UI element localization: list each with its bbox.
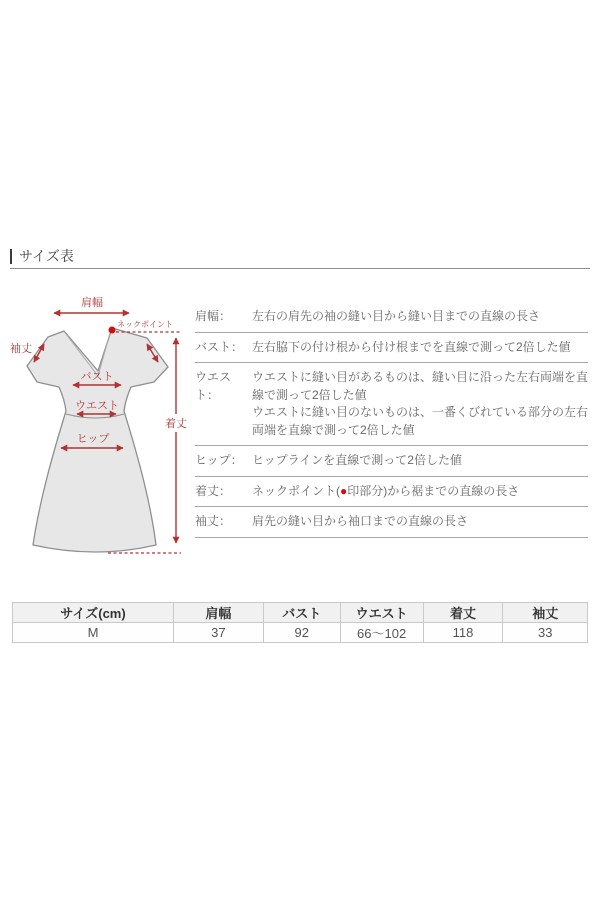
sleeve-length-label: 袖丈 — [10, 343, 32, 355]
header-bust: バスト — [263, 603, 340, 623]
hip-label: ヒップ — [76, 433, 110, 445]
definition-row-shoulder — [195, 302, 588, 333]
dress-measurement-diagram — [0, 290, 200, 590]
shoulder-width-label: 肩幅 — [81, 297, 103, 309]
definition-term: バスト： — [195, 339, 244, 354]
header-length: 着丈 — [423, 603, 503, 623]
garment-length-label: 着丈 — [165, 418, 187, 430]
definition-row-waist — [195, 363, 588, 446]
cell-size: M — [13, 623, 174, 643]
desc-text-pre: ネックポイント( — [252, 483, 340, 498]
definition-term: 肩幅： — [195, 309, 232, 323]
definition-desc-line — [252, 483, 588, 501]
definition-desc-line: ウエストに縫い目のないものは、一番くびれている部分の左右両端を直線で測って2倍した値 — [252, 405, 589, 437]
header-waist: ウエスト — [340, 603, 423, 623]
cell-bust: 92 — [263, 623, 340, 643]
definition-row-length — [195, 477, 588, 508]
page-title — [10, 246, 74, 266]
definition-term: ヒップ： — [195, 453, 243, 467]
bust-label: バスト — [80, 371, 114, 383]
definition-desc — [252, 452, 588, 470]
definition-desc-line: 肩先の縫い目から袖口までの直線の長さ — [252, 514, 469, 528]
definition-desc — [252, 308, 588, 326]
definition-desc — [252, 369, 588, 439]
measurement-definitions — [195, 302, 588, 538]
header-shoulder: 肩幅 — [174, 603, 264, 623]
definition-desc — [252, 483, 588, 501]
header-size: サイズ(cm) — [13, 603, 174, 623]
title-divider — [10, 268, 590, 269]
desc-text-post: 印部分)から裾までの直線の長さ — [347, 483, 520, 498]
neck-point-dot-glyph: ● — [340, 483, 348, 498]
neck-point-label: ネックポイント — [117, 320, 173, 329]
size-table — [12, 602, 588, 643]
title-accent-bar — [10, 249, 12, 264]
definition-term: 着丈： — [195, 483, 232, 498]
size-table-row-m — [13, 623, 588, 643]
cell-shoulder: 37 — [174, 623, 264, 643]
cell-length: 118 — [423, 623, 503, 643]
header-sleeve: 袖丈 — [503, 603, 588, 623]
definition-row-bust — [195, 333, 588, 364]
page-title-text: サイズ表 — [19, 248, 74, 264]
definition-row-hip — [195, 446, 588, 477]
definition-desc-line: 左右の肩先の袖の縫い目から縫い目までの直線の長さ — [252, 309, 541, 323]
definition-desc-line: 左右脇下の付け根から付け根までを直線で測って2倍した値 — [252, 339, 571, 354]
cell-waist: 66〜102 — [340, 623, 423, 643]
waist-label: ウエスト — [75, 400, 119, 412]
definition-term: 袖丈： — [195, 514, 232, 528]
definition-desc — [252, 513, 588, 531]
definition-desc-line: ヒップラインを直線で測って2倍した値 — [252, 453, 462, 467]
definition-desc — [252, 339, 588, 357]
definition-row-sleeve — [195, 507, 588, 538]
neck-point-dot — [109, 327, 116, 334]
definition-term: ウエスト： — [195, 370, 232, 402]
size-table-header-row — [13, 603, 588, 623]
cell-sleeve: 33 — [503, 623, 588, 643]
definition-desc-line: ウエストに縫い目があるものは、縫い目に沿った左右両端を直線で測って2倍した値 — [252, 370, 589, 402]
